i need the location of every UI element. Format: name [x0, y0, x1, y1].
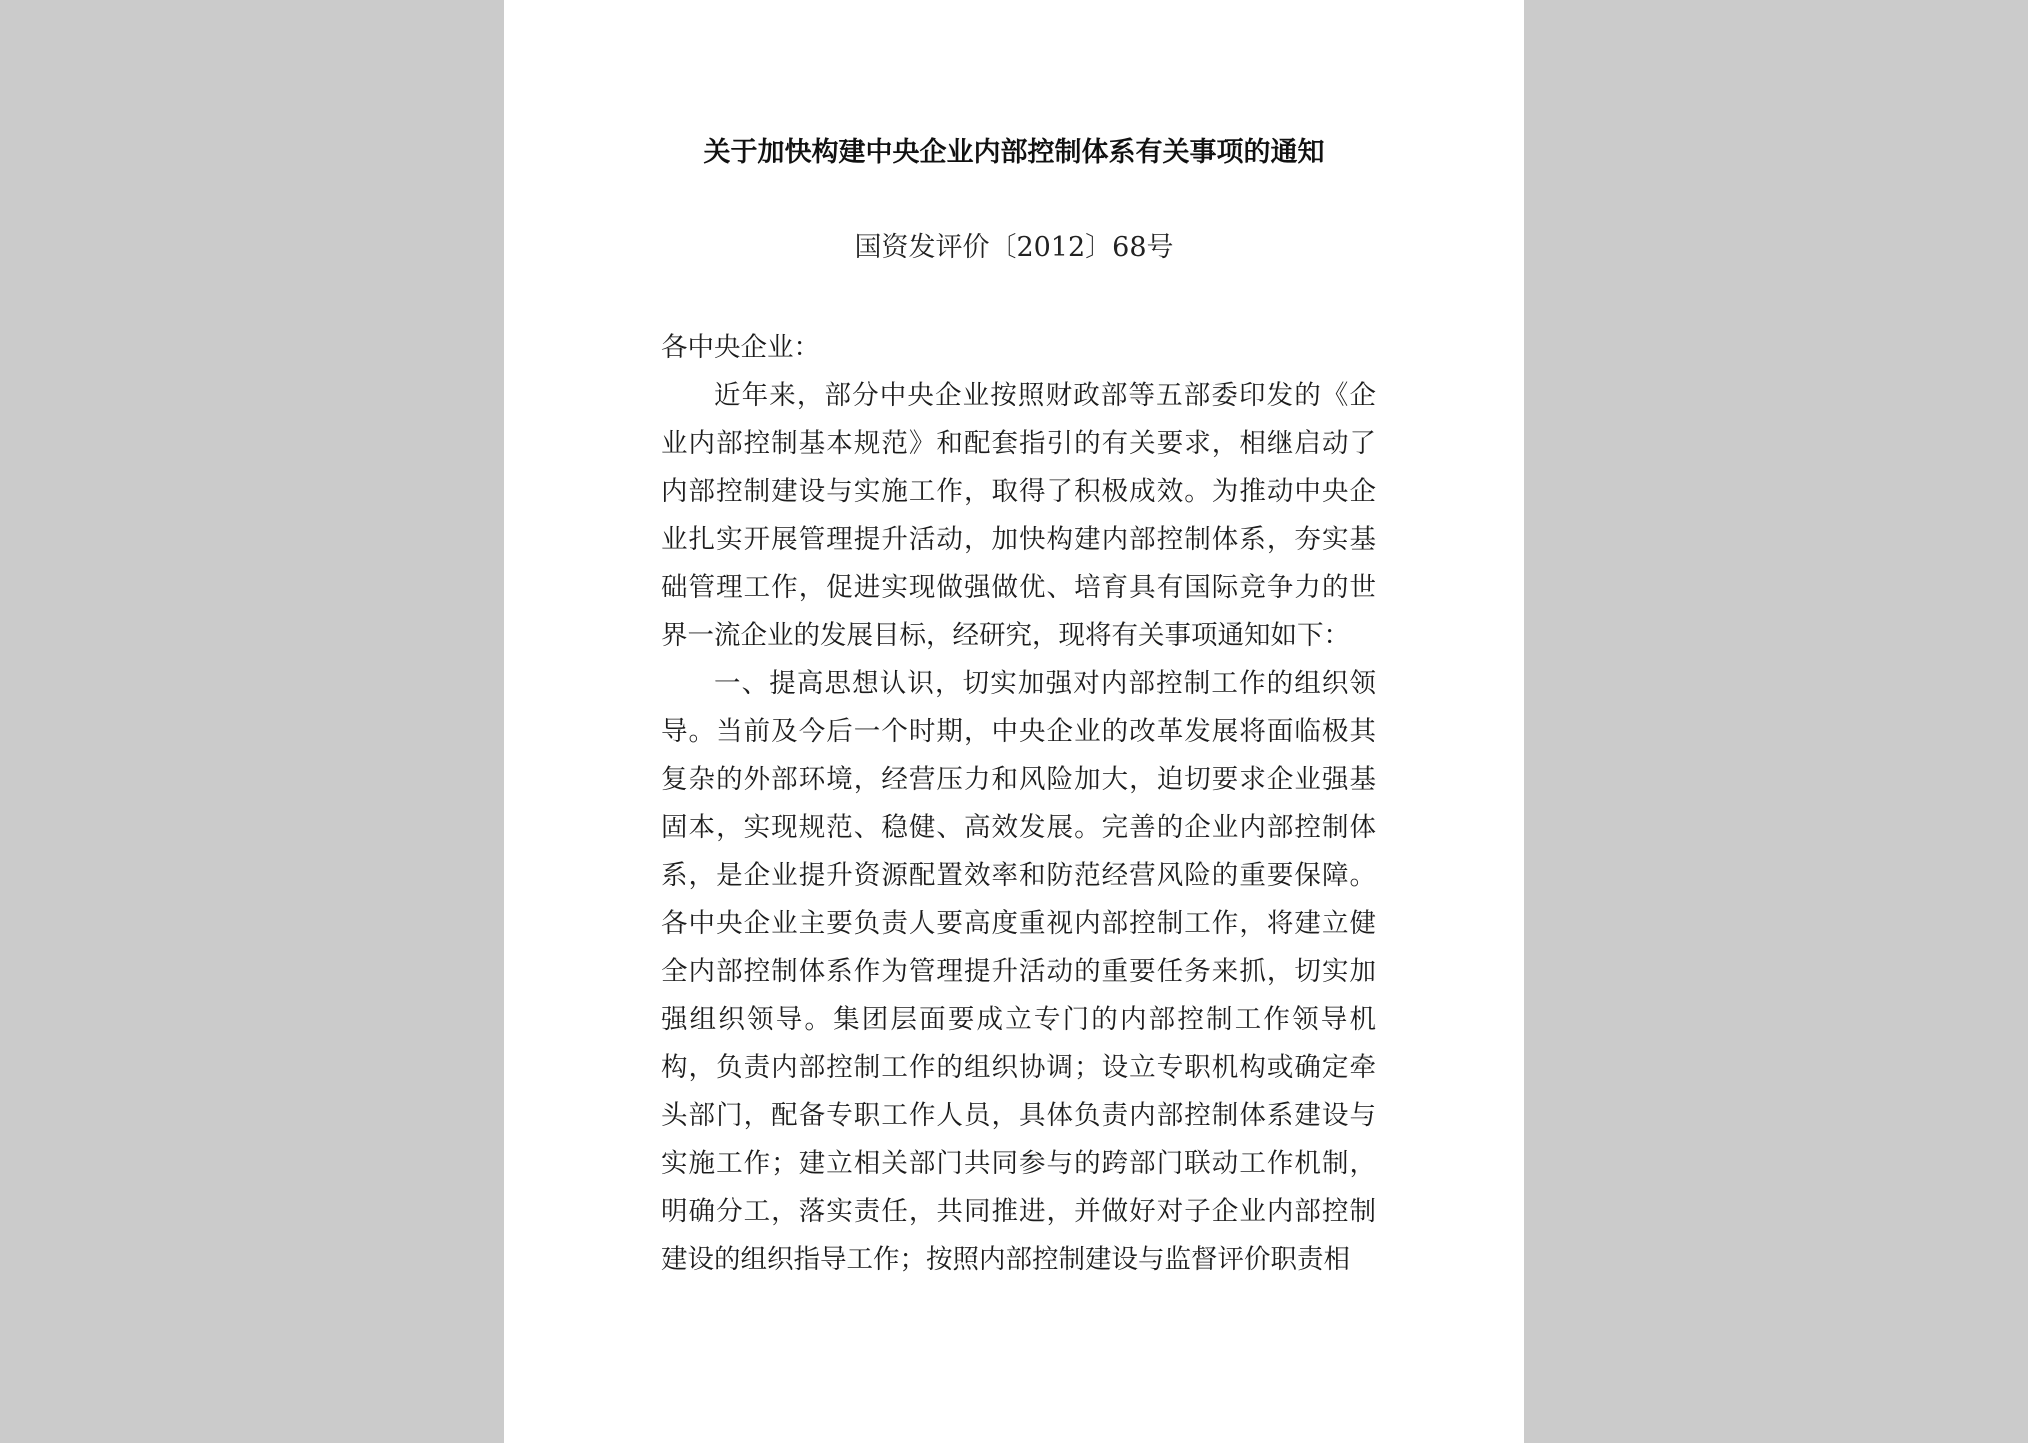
- document-page: [504, 0, 1524, 1443]
- paragraph-section-1: 一、提高思想认识，切实加强对内部控制工作的组织领导。当前及今后一个时期，中央企业的改革发展将面临极其复杂的外部环境，经营压力和风险加大，迫切要求企业强基固本，实现规范、稳健、高效发展。完善的企业内部控制体系，是企业提升资源配置效率和防范经营风险的重要保障。各中央企业主要负责人要高度重视内部控制工作，将建立健全内部控制体系作为管理提升活动的重要任务来抓，切实加强组织领导。集团层面要成立专门的内部控制工作领导机构，负责内部控制工作的组织协调；设立专职机构或确定牵头部门，配备专职工作人员，具体负责内部控制体系建设与实施工作；建立相关部门共同参与的跨部门联动工作机制，明确分工，落实责任，共同推进，并做好对子企业内部控制建设的组织指导工作；按照内部控制建设与监督评价职责相: [661, 668, 1376, 1275]
- paragraph-intro: 近年来，部分中央企业按照财政部等五部委印发的《企业内部控制基本规范》和配套指引的有关要求，相继启动了内部控制建设与实施工作，取得了积极成效。为推动中央企业扎实开展管理提升活动，加快构建内部控制体系，夯实基础管理工作，促进实现做强做优、培育具有国际竞争力的世界一流企业的发展目标，经研究，现将有关事项通知如下：: [661, 380, 1376, 651]
- document-body: [661, 324, 1376, 1284]
- document-number: 国资发评价〔2012〕68号: [854, 232, 1174, 263]
- document-title: 关于加快构建中央企业内部控制体系有关事项的通知: [703, 137, 1325, 168]
- salutation: 各中央企业：: [661, 332, 820, 363]
